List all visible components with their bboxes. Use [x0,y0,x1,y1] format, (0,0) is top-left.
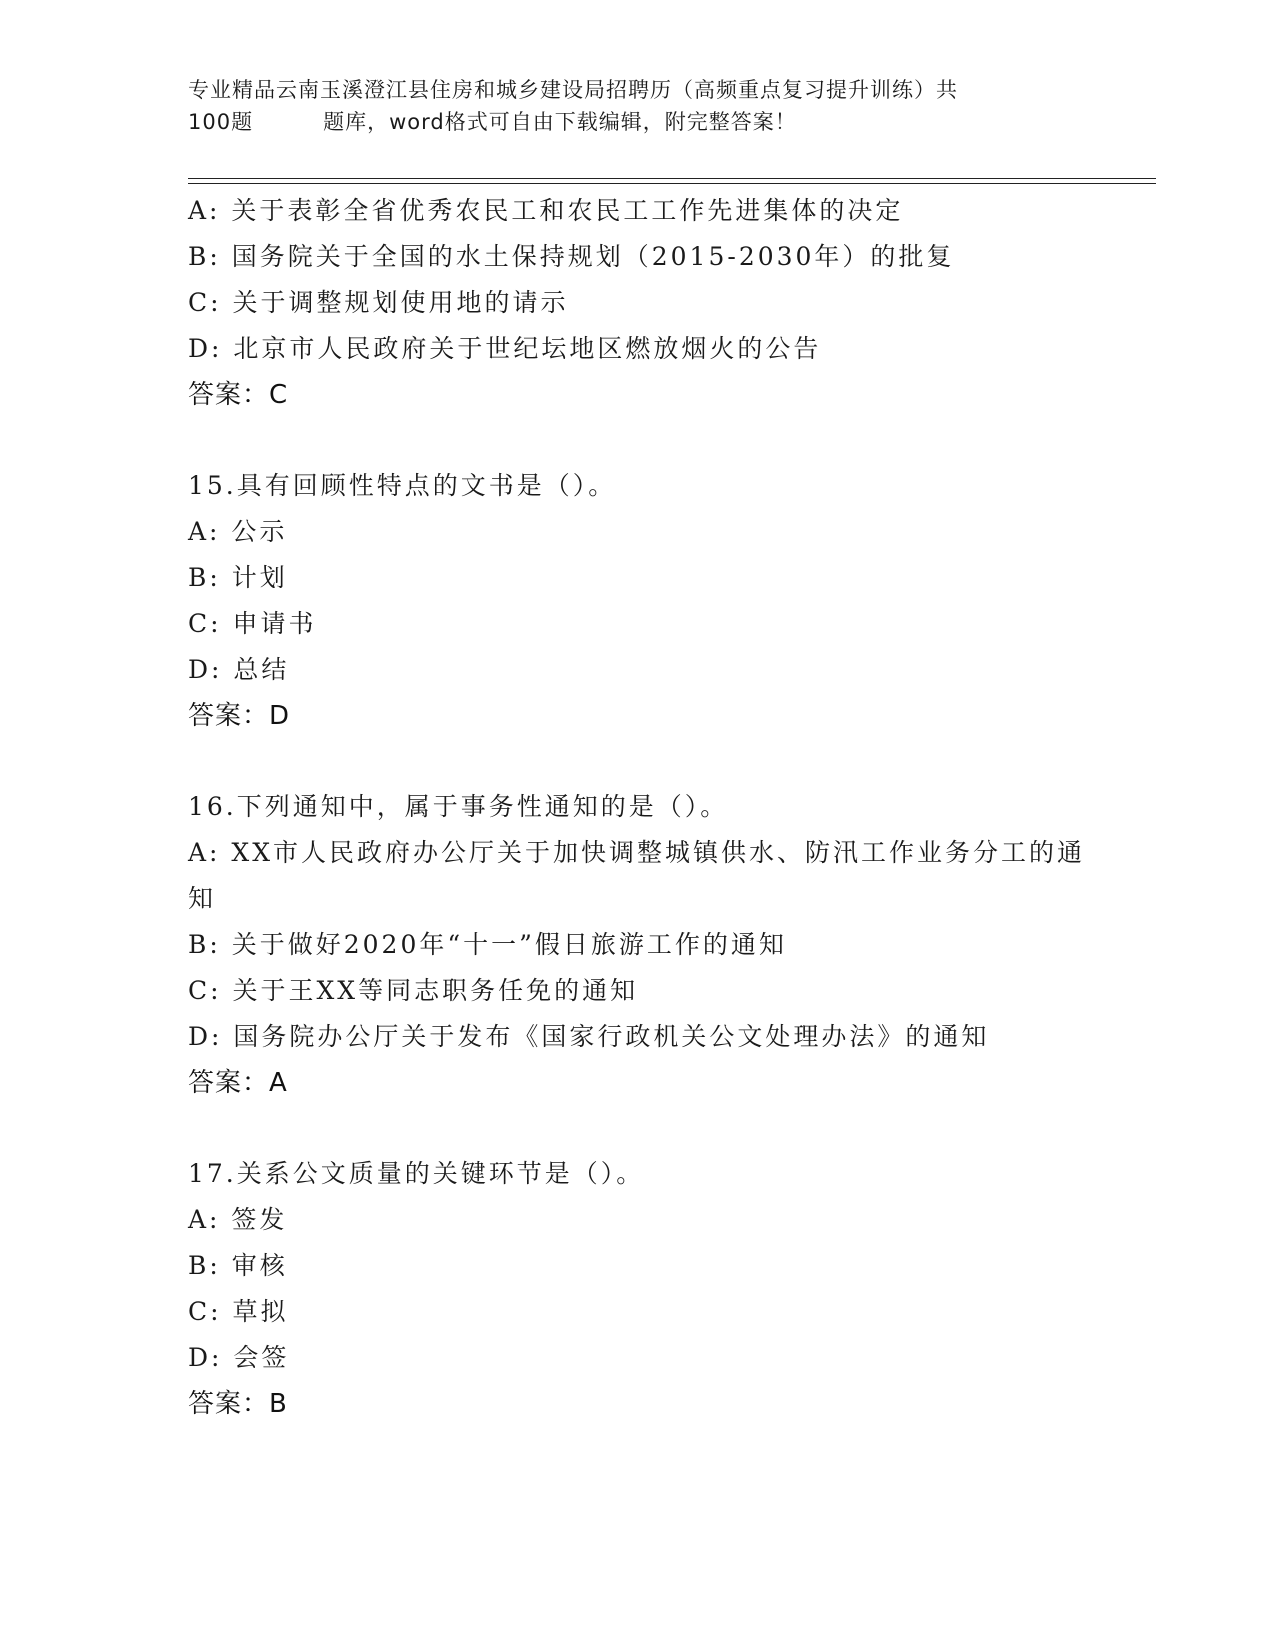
option-c: C: 申请书 [188,609,317,638]
answer-line: 答案：D [188,701,291,731]
option-b: B: 关于做好2020年“十一”假日旅游工作的通知 [188,930,787,959]
question-block-15 [188,463,1088,739]
question-stem: 15.具有回顾性特点的文书是（）。 [188,471,617,500]
option-c: C: 关于王XX等同志职务任免的通知 [188,976,639,1005]
question-content [188,188,1088,1427]
option-a: A: XX市人民政府办公厅关于加快调整城镇供水、防汛工作业务分工的通知 [188,838,1086,913]
header-title-line2 [188,106,1108,138]
option-b: B: 国务院关于全国的水土保持规划（2015-2030年）的批复 [188,242,955,271]
option-d: D: 会签 [188,1343,290,1372]
document-header [188,74,1108,138]
header-divider-bottom [188,183,1156,184]
option-d: D: 总结 [188,655,290,684]
header-divider-top [188,178,1156,179]
option-a: A: 公示 [188,517,288,546]
option-c: C: 关于调整规划使用地的请示 [188,288,569,317]
header-title-line1: 专业精品云南玉溪澄江县住房和城乡建设局招聘历（高频重点复习提升训练）共 [188,78,958,102]
answer-line: 答案：C [188,380,289,410]
option-a: A: 签发 [188,1205,288,1234]
question-stem: 16.下列通知中，属于事务性通知的是（）。 [188,792,729,821]
answer-line: 答案：B [188,1389,288,1419]
header-count: 100题 [188,110,254,134]
question-block-17 [188,1151,1088,1427]
option-b: B: 审核 [188,1251,288,1280]
option-d: D: 北京市人民政府关于世纪坛地区燃放烟火的公告 [188,334,822,363]
option-d: D: 国务院办公厅关于发布《国家行政机关公文处理办法》的通知 [188,1022,990,1051]
answer-line: 答案：A [188,1068,288,1098]
option-a: A: 关于表彰全省优秀农民工和农民工工作先进集体的决定 [188,196,904,225]
question-block-prev [188,188,1088,418]
question-block-16 [188,784,1088,1106]
option-c: C: 草拟 [188,1297,289,1326]
question-stem: 17.关系公文质量的关键环节是（）。 [188,1159,645,1188]
header-subtitle: 题库，word格式可自由下载编辑，附完整答案！ [323,110,797,134]
option-b: B: 计划 [188,563,288,592]
